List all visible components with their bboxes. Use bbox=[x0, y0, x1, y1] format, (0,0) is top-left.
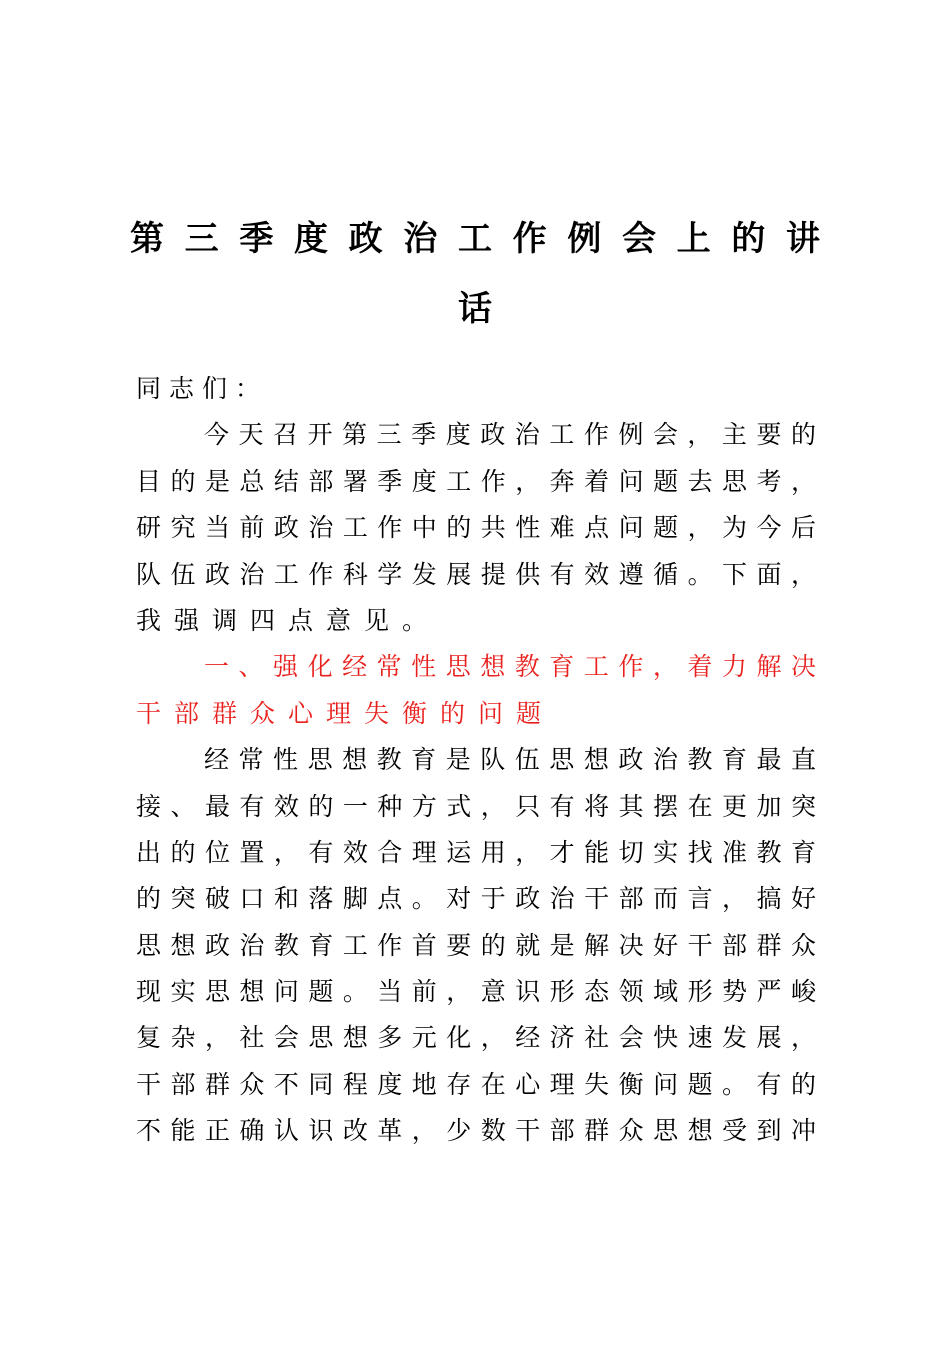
paragraph-1-line-4: 队伍政治工作科学发展提供有效遵循。下面， bbox=[136, 559, 816, 589]
paragraph-1-line-2: 目的是总结部署季度工作，奔着问题去思考， bbox=[136, 466, 816, 496]
heading-1-line-1: 一、强化经常性思想教育工作，着力解决 bbox=[204, 652, 816, 682]
paragraph-2-line-9: 不能正确认识改革，少数干部群众思想受到冲 bbox=[136, 1116, 816, 1146]
paragraph-2-line-4: 的突破口和落脚点。对于政治干部而言，搞好 bbox=[136, 884, 816, 914]
paragraph-2-line-8: 干部群众不同程度地存在心理失衡问题。有的 bbox=[136, 1069, 816, 1099]
paragraph-2-line-5: 思想政治教育工作首要的就是解决好干部群众 bbox=[136, 930, 816, 960]
paragraph-1-line-3: 研究当前政治工作中的共性难点问题，为今后 bbox=[136, 513, 816, 543]
paragraph-2-line-7: 复杂，社会思想多元化，经济社会快速发展， bbox=[136, 1023, 816, 1053]
paragraph-2-line-1: 经常性思想教育是队伍思想政治教育最直 bbox=[204, 745, 816, 775]
document-body bbox=[136, 366, 816, 1155]
paragraph-1-line-5: 我强调四点意见。 bbox=[136, 605, 441, 635]
paragraph-2-line-3: 出的位置，有效合理运用，才能切实找准教育 bbox=[136, 837, 816, 867]
paragraph-2-line-2: 接、最有效的一种方式，只有将其摆在更加突 bbox=[136, 791, 816, 821]
document-title-line-1: 第三季度政治工作例会上的讲 bbox=[130, 219, 820, 259]
heading-1-line-2: 干部群众心理失衡的问题 bbox=[136, 698, 555, 728]
salutation: 同志们： bbox=[136, 374, 269, 403]
paragraph-1-line-1: 今天召开第三季度政治工作例会，主要的 bbox=[204, 420, 816, 450]
document-title-line-2: 话 bbox=[458, 289, 492, 329]
paragraph-2-line-6: 现实思想问题。当前，意识形态领域形势严峻 bbox=[136, 977, 816, 1007]
